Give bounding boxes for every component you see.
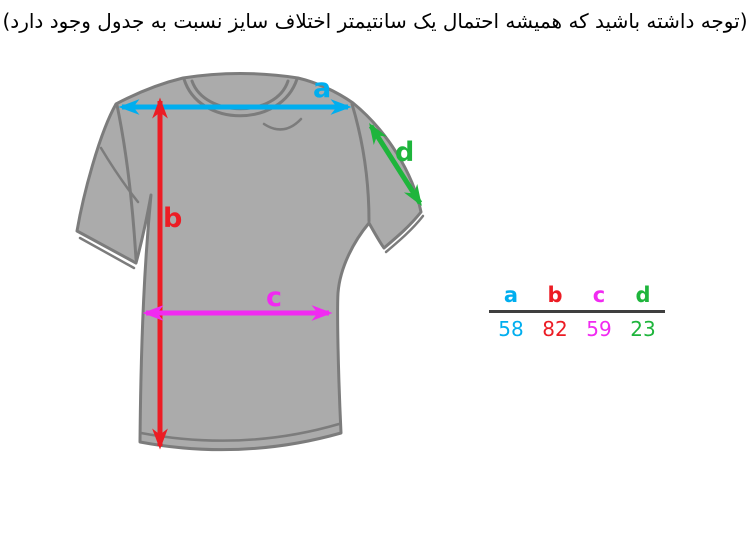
tshirt-body [77, 74, 421, 450]
measure-label-b: b [163, 203, 183, 234]
size-table [489, 283, 665, 341]
size-table-header-row [489, 283, 665, 307]
size-table-value-a: 58 [498, 317, 524, 341]
size-table-header-b: b [547, 283, 563, 307]
size-table-value-row [489, 317, 665, 341]
size-table-header-d: d [635, 283, 651, 307]
size-table-value-b: 82 [542, 317, 568, 341]
size-table-header-c: c [592, 283, 606, 307]
caption-note: (توجه داشته باشید که همیشه احتمال یک سانتیمتر اختلاف سایز نسبت به جدول وجود دارد) [2, 9, 748, 33]
size-table-header-a: a [503, 283, 519, 307]
measure-label-d: d [395, 137, 415, 168]
size-table-value-d: 23 [630, 317, 656, 341]
size-table-divider [489, 310, 665, 313]
measure-label-c: c [266, 282, 283, 313]
size-table-value-c: 59 [586, 317, 612, 341]
measure-label-a: a [313, 73, 332, 104]
